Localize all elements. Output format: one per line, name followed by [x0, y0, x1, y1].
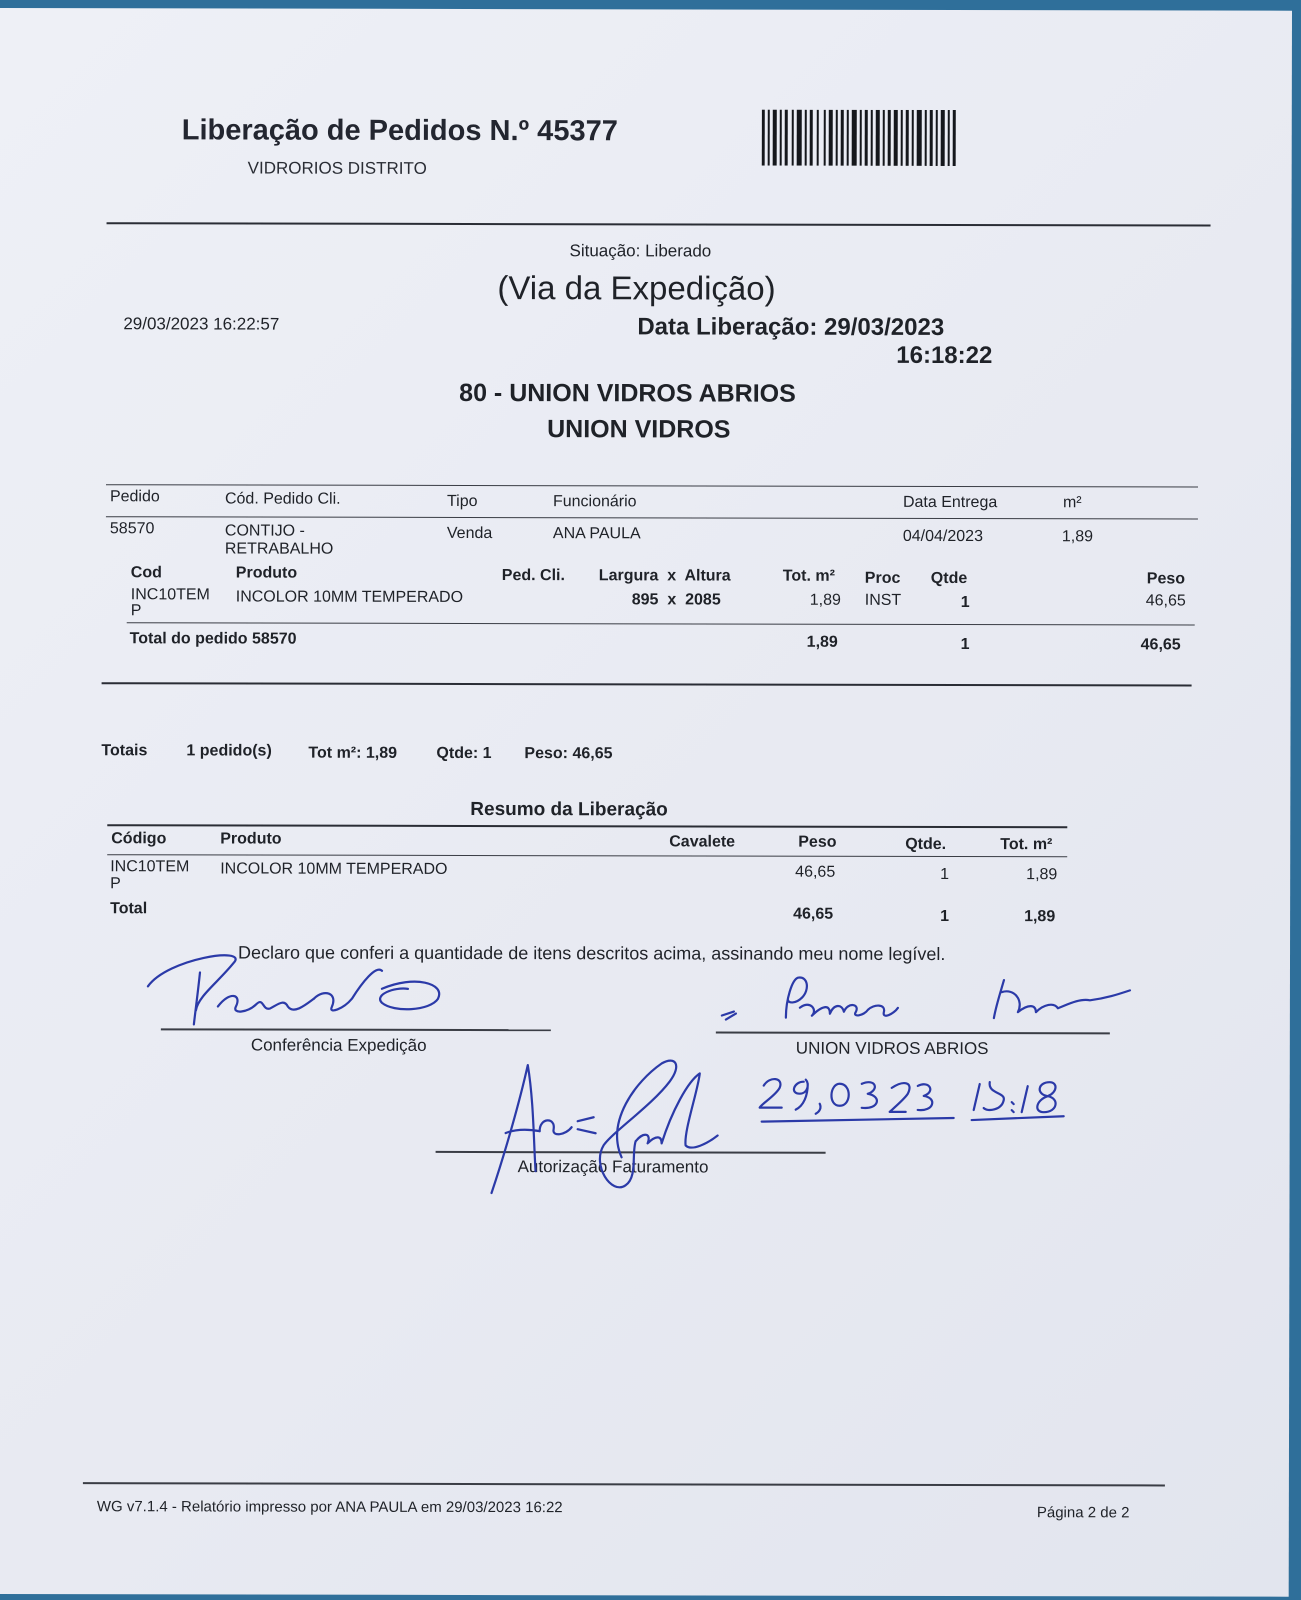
header-divider	[107, 222, 1211, 226]
totals-qtde: Qtde: 1	[436, 744, 492, 763]
document-page	[0, 8, 1292, 1597]
summary-total-peso: 46,65	[793, 905, 834, 923]
col-header-funcionario: Funcionário	[552, 493, 637, 511]
item-header-qtde: Qtde	[930, 569, 968, 588]
summary-peso: 46,65	[795, 863, 836, 881]
summary-header-rule	[107, 854, 1067, 857]
order-m2: 1,89	[1061, 528, 1094, 546]
footer-rule	[83, 1482, 1165, 1486]
signature-label-conferencia: Conferência Expedição	[250, 1035, 427, 1055]
item-header-produto: Produto	[235, 564, 298, 582]
totals-peso: Peso: 46,65	[524, 745, 613, 763]
summary-top-rule	[107, 824, 1067, 828]
totals-label: Totais	[101, 742, 148, 760]
footer-report-info: WG v7.1.4 - Relatório impresso por ANA PAULA em 29/03/2023 16:22	[96, 1498, 563, 1517]
company-name: VIDRORIOS DISTRITO	[247, 158, 427, 178]
order-total-label: Total do pedido 58570	[129, 630, 297, 648]
signature-label-autorizacao: Autorização Faturamento	[517, 1157, 709, 1177]
summary-codigo-line2: P	[110, 875, 121, 893]
status-text: Situação: Liberado	[569, 241, 712, 261]
order-cod-cli-line1: CONTIJO -	[224, 522, 305, 540]
item-header-ped-cli: Ped. Cli.	[501, 567, 565, 585]
summary-qtde: 1	[940, 865, 950, 883]
handwritten-date	[758, 1074, 1088, 1135]
item-tot-m2: 1,89	[809, 591, 841, 609]
barcode-icon	[762, 110, 958, 166]
item-header-tot-m2: Tot. m²	[782, 567, 835, 585]
item-header-cod: Cod	[130, 564, 162, 582]
item-largura-altura: 895 x 2085	[631, 591, 721, 609]
handwritten-signature-cliente	[718, 970, 1148, 1041]
printed-timestamp: 29/03/2023 16:22:57	[123, 314, 280, 334]
item-header-peso: Peso	[1146, 570, 1186, 588]
item-header-largura-altura: Largura x Altura	[598, 567, 731, 585]
summary-total-qtde: 1	[940, 907, 950, 925]
order-funcionario: ANA PAULA	[552, 525, 641, 543]
summary-total-label: Total	[110, 900, 148, 918]
document-title: Liberação de Pedidos N.º 45377	[181, 114, 618, 148]
release-time: 16:18:22	[896, 341, 993, 370]
client-name: UNION VIDROS	[547, 415, 731, 444]
item-cod-line2: P	[130, 602, 142, 620]
handwritten-signature-autorizacao	[486, 1061, 726, 1202]
col-header-tipo: Tipo	[446, 492, 478, 511]
totals-pedidos: 1 pedido(s)	[186, 742, 272, 760]
summary-header-cavalete: Cavalete	[669, 833, 736, 851]
order-total-peso: 46,65	[1140, 636, 1181, 654]
order-table-top-rule	[106, 484, 1198, 487]
order-total-qtde: 1	[960, 636, 970, 654]
item-qtde: 1	[960, 594, 970, 612]
summary-codigo-line1: INC10TEM	[110, 858, 190, 876]
order-tipo: Venda	[446, 524, 493, 543]
order-total-tot-m2: 1,89	[806, 633, 838, 651]
item-proc: INST	[864, 591, 902, 609]
item-header-proc: Proc	[864, 569, 901, 587]
summary-total-tot-m2: 1,89	[1024, 908, 1056, 926]
summary-title: Resumo da Liberação	[470, 798, 668, 821]
order-cod-cli-line2: RETRABALHO	[224, 540, 334, 558]
totals-tot-m2: Tot m²: 1,89	[308, 744, 398, 762]
item-peso: 46,65	[1145, 592, 1186, 610]
col-header-data-entrega: Data Entrega	[902, 493, 998, 512]
client-code-name: 80 - UNION VIDROS ABRIOS	[459, 378, 796, 408]
order-table-bottom-rule	[102, 682, 1192, 686]
order-table-header-rule	[106, 516, 1198, 519]
summary-header-qtde: Qtde.	[905, 835, 947, 853]
summary-produto: INCOLOR 10MM TEMPERADO	[220, 860, 448, 878]
summary-tot-m2: 1,89	[1026, 866, 1058, 884]
declaration-text: Declaro que conferi a quantidade de itens descritos acima, assinando meu nome legível.	[238, 942, 946, 964]
order-pedido: 58570	[109, 520, 155, 538]
item-produto: INCOLOR 10MM TEMPERADO	[235, 588, 464, 606]
summary-header-produto: Produto	[220, 830, 282, 848]
summary-header-peso: Peso	[798, 833, 837, 851]
handwritten-signature-conferencia	[138, 948, 468, 1039]
signature-label-cliente: UNION VIDROS ABRIOS	[795, 1038, 989, 1059]
page-number: Página 2 de 2	[1036, 1504, 1130, 1522]
summary-header-codigo: Código	[111, 830, 167, 848]
summary-header-tot-m2: Tot. m²	[1000, 836, 1053, 854]
release-date: Data Liberação: 29/03/2023	[637, 313, 945, 341]
item-total-rule	[127, 622, 1195, 625]
copy-type: (Via da Expedição)	[497, 269, 776, 307]
col-header-m2: m²	[1062, 494, 1082, 512]
item-cod-line1: INC10TEM	[130, 586, 210, 604]
col-header-cod-pedido-cli: Cód. Pedido Cli.	[224, 490, 341, 508]
col-header-pedido: Pedido	[109, 488, 160, 506]
order-data-entrega: 04/04/2023	[902, 527, 983, 546]
